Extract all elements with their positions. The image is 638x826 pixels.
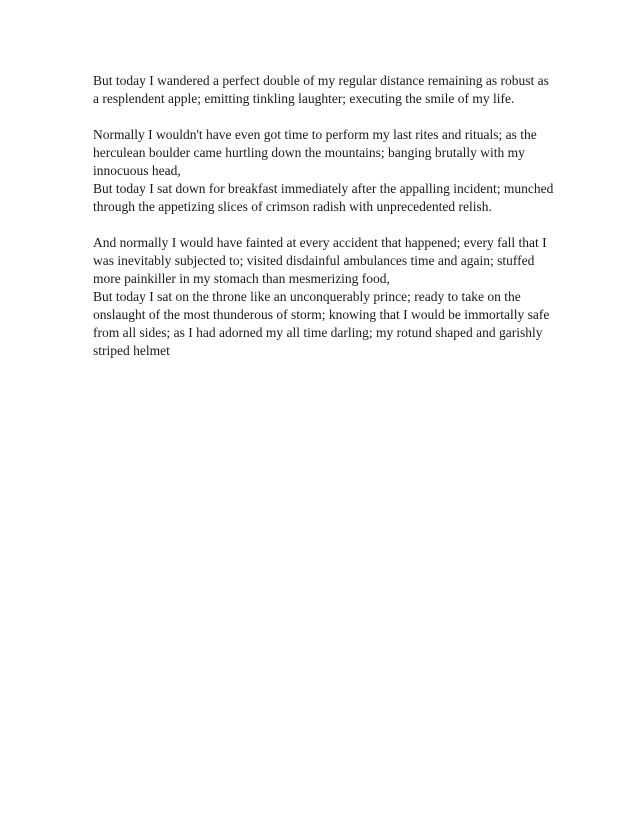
text-line: through the appetizing slices of crimson radish with unprecedented relish. [93,199,492,214]
text-line: But today I sat on the throne like an unconquerably prince; ready to take on the [93,289,521,304]
text-line: from all sides; as I had adorned my all time darling; my rotund shaped and garishly [93,325,543,340]
text-line: herculean boulder came hurtling down the mountains; banging brutally with my [93,145,525,160]
text-line: striped helmet [93,343,170,358]
document-body [93,72,555,378]
text-line: But today I sat down for breakfast immediately after the appalling incident; munched [93,181,554,196]
text-line: more painkiller in my stomach than mesmerizing food, [93,271,390,286]
paragraph-2 [93,126,555,216]
text-line: innocuous head, [93,163,181,178]
text-line: onslaught of the most thunderous of storm; knowing that I would be immortally safe [93,307,550,322]
paragraph-1 [93,72,555,108]
text-line: Normally I wouldn't have even got time to perform my last rites and rituals; as the [93,127,537,142]
text-line: a resplendent apple; emitting tinkling laughter; executing the smile of my life. [93,91,515,106]
text-line: But today I wandered a perfect double of my regular distance remaining as robust as [93,73,549,88]
text-line: And normally I would have fainted at every accident that happened; every fall that I [93,235,547,250]
text-line: was inevitably subjected to; visited disdainful ambulances time and again; stuffed [93,253,535,268]
paragraph-3 [93,234,555,360]
